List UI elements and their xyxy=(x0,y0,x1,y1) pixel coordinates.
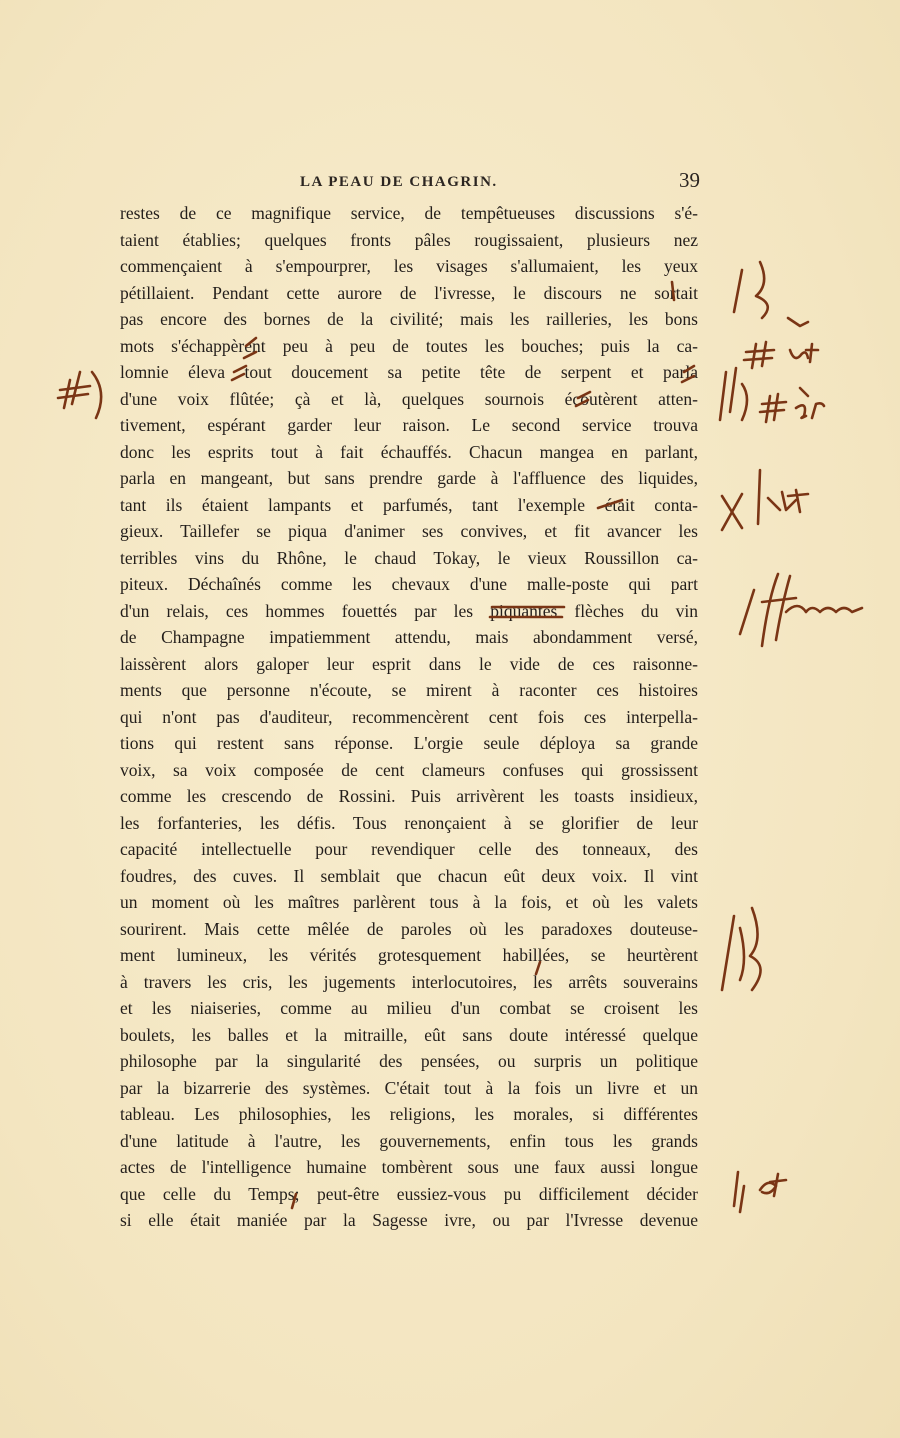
right-margin-note-2 xyxy=(744,342,818,368)
text-line: commençaient à s'empourprer, les visages s'allumaient, les yeux xyxy=(120,256,698,276)
text-line: donc les esprits tout à fait échauffés. Chacun mangea en parlant, xyxy=(120,441,698,462)
text-line: ment lumineux, les vérités grotesquement habillées, se heurtèrent xyxy=(120,945,698,965)
text-line: restes de ce magnifique service, de tempêtueuses discussions s'é- xyxy=(120,203,698,223)
text-line: si elle était maniée par la Sagesse ivre, ou par l'Ivresse devenue xyxy=(120,1210,698,1230)
text-line: gieux. Taillefer se piqua d'animer ses convives, et fit avancer les xyxy=(120,521,698,541)
right-margin-note-1 xyxy=(734,262,808,326)
right-margin-note-4 xyxy=(722,470,808,530)
text-line: les forfanteries, les défis. Tous renonçaient à se glorifier de leur xyxy=(120,812,698,833)
text-line: lomnie éleva tout doucement sa petite tête de serpent et parla xyxy=(120,362,698,382)
text-line: tableau. Les philosophies, les religions, les morales, si différentes xyxy=(120,1104,698,1124)
right-margin-note-7 xyxy=(734,1172,786,1212)
text-line: d'une voix flûtée; çà et là, quelques sournois écoutèrent atten- xyxy=(120,388,698,409)
text-line: un moment où les maîtres parlèrent tous à la fois, et où les valets xyxy=(120,892,698,912)
text-line: comme les crescendo de Rossini. Puis arrivèrent les toasts insidieux, xyxy=(120,786,698,806)
text-line: tant ils étaient lampants et parfumés, tant l'exemple était conta- xyxy=(120,494,698,515)
text-line: à travers les cris, les jugements interlocutoires, les arrêts souverains xyxy=(120,971,698,992)
right-margin-note-6 xyxy=(722,908,761,990)
text-line: par la bizarrerie des systèmes. C'était tout à la fois un livre et un xyxy=(120,1077,698,1098)
page-header xyxy=(120,168,700,198)
text-line: d'une latitude à l'autre, les gouvernements, enfin tous les grands xyxy=(120,1130,698,1151)
text-line: qui n'ont pas d'auditeur, recommencèrent cent fois ces interpella- xyxy=(120,706,698,727)
text-line: boulets, les balles et la mitraille, eût sans doute intéressé quelque xyxy=(120,1024,698,1045)
text-line: de Champagne impatiemment attendu, mais abondamment versé, xyxy=(120,627,698,647)
text-line: ments que personne n'écoute, se mirent à raconter ces histoires xyxy=(120,680,698,700)
left-margin-mark xyxy=(58,372,101,418)
text-line: mots s'échappèrent peu à peu de toutes les bouches; puis la ca- xyxy=(120,335,698,356)
text-line: que celle du Temps; peut-être eussiez-vous pu difficilement décider xyxy=(120,1183,698,1204)
text-line: parla en mangeant, but sans prendre garde à l'affluence des liquides, xyxy=(120,468,698,488)
text-line: d'un relais, ces hommes fouettés par les piquantes flèches du vin xyxy=(120,600,698,621)
right-margin-note-3 xyxy=(720,368,824,422)
right-margin-note-5 xyxy=(740,574,862,646)
text-line: laissèrent alors galoper leur esprit dans le vide de ces raisonne- xyxy=(120,653,698,674)
body-text xyxy=(120,200,698,1234)
text-line: pétillaient. Pendant cette aurore de l'ivresse, le discours ne sortait xyxy=(120,282,698,303)
text-line: philosophe par la singularité des pensées, ou surpris un politique xyxy=(120,1051,698,1071)
text-line: et les niaiseries, comme au milieu d'un combat se croisent les xyxy=(120,998,698,1018)
page-number: 39 xyxy=(679,168,700,192)
text-line: actes de l'intelligence humaine tombèrent sous une faux aussi longue xyxy=(120,1157,698,1177)
running-title: LA PEAU DE CHAGRIN. xyxy=(300,174,498,190)
text-line: voix, sa voix composée de cent clameurs confuses qui grossissent xyxy=(120,759,698,780)
text-line: capacité intellectuelle pour revendiquer celle des tonneaux, des xyxy=(120,839,698,859)
text-line: terribles vins du Rhône, le chaud Tokay, le vieux Roussillon ca- xyxy=(120,547,698,568)
text-line: tions qui restent sans réponse. L'orgie seule déploya sa grande xyxy=(120,733,698,753)
text-line: tivement, espérant garder leur raison. Le second service trouva xyxy=(120,415,698,435)
text-line: foudres, des cuves. Il semblait que chacun eût deux voix. Il vint xyxy=(120,865,698,886)
text-line: sourirent. Mais cette mêlée de paroles où les paradoxes douteuse- xyxy=(120,918,698,939)
text-line: pas encore des bornes de la civilité; mais les railleries, les bons xyxy=(120,309,698,329)
text-line: piteux. Déchaînés comme les chevaux d'une malle-poste qui part xyxy=(120,574,698,594)
text-line: taient établies; quelques fronts pâles rougissaient, plusieurs nez xyxy=(120,229,698,250)
